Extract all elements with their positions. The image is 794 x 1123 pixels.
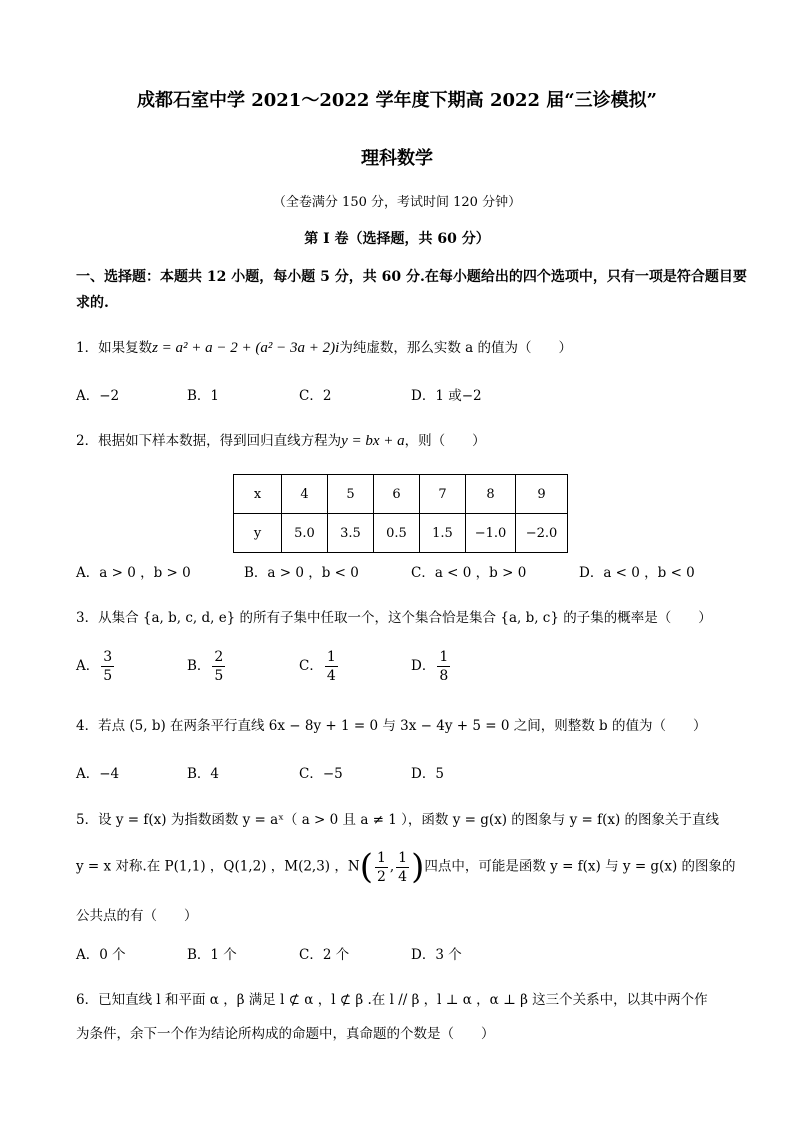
fraction-denominator: 5 — [214, 668, 224, 684]
q4-option-a[interactable]: A．−4 — [76, 766, 120, 782]
table-cell: 8 — [466, 475, 516, 514]
question-5-line1: 5．设 y = f(x) 为指数函数 y = aˣ（ a > 0 且 a ≠ 1 ），函数 y = g(x) 的图象与 y = f(x) 的图象关于直线 — [76, 812, 720, 828]
fraction-numerator: 3 — [103, 649, 113, 665]
q2-expression: y = bx + a — [341, 433, 405, 449]
question-5-line2: y = x 对称.在 P(1,1) ，Q(1,2) ，M(2,3) ，N( $\frac{1}{2}$ , $\frac{1}{4}$ )四点中，可能是函数 y = f(x) 与 y = g(x) 的图象的 — [76, 847, 736, 887]
q2-option-d[interactable]: D．a < 0 ，b < 0 — [579, 565, 695, 581]
table-header-y: y — [234, 514, 282, 553]
fraction-denominator: 8 — [439, 668, 449, 684]
q3-option-d[interactable] — [411, 650, 452, 683]
q3-option-a[interactable] — [76, 650, 116, 683]
q5-option-b[interactable]: B．1 个 — [187, 947, 237, 963]
q1-option-b[interactable]: B．1 — [187, 388, 220, 404]
q4-option-c[interactable]: C．−5 — [299, 766, 343, 782]
fraction-denominator: 4 — [398, 868, 408, 885]
q5-option-d[interactable]: D．3 个 — [411, 947, 462, 963]
fraction-denominator: 4 — [326, 668, 336, 684]
exam-title: 成都石室中学 2021～2022 学年度下期高 2022 届“三诊模拟” — [136, 90, 658, 111]
question-1 — [76, 336, 572, 357]
table-cell: −2.0 — [516, 514, 568, 553]
question-5-line3: 公共点的有（ ） — [76, 908, 198, 924]
question-3: 3．从集合 {a, b, c, d, e} 的所有子集中任取一个，这个集合恰是集合 {a, b, c} 的子集的概率是（ ） — [76, 610, 712, 626]
option-label: C． — [299, 658, 323, 674]
table-row-y — [234, 514, 568, 553]
q1-option-c[interactable]: C．2 — [299, 388, 332, 404]
question-2 — [76, 429, 486, 450]
q2-prefix: 2．根据如下样本数据，得到回归直线方程为 — [76, 433, 342, 449]
q4-option-b[interactable]: B．4 — [187, 766, 220, 782]
paren-open: ( — [359, 847, 373, 887]
table-cell: 6 — [374, 475, 420, 514]
option-label: A． — [76, 658, 100, 674]
question-4: 4．若点 (5, b) 在两条平行直线 6x − 8y + 1 = 0 与 3x − 4y + 5 = 0 之间，则整数 b 的值为（ ） — [76, 718, 707, 734]
q5-continuation: 四点中，可能是函数 y = f(x) 与 y = g(x) 的图象的 — [424, 858, 736, 875]
table-cell: 1.5 — [420, 514, 466, 553]
q2-option-b[interactable]: B．a > 0 ，b < 0 — [244, 565, 359, 581]
table-cell: 0.5 — [374, 514, 420, 553]
fraction-numerator: 1 — [398, 849, 408, 866]
table-cell: 5 — [328, 475, 374, 514]
q1-expression: z = a² + a − 2 + (a² − 3a + 2)i — [152, 340, 340, 356]
fraction-denominator: 5 — [103, 668, 113, 684]
q3-option-b[interactable] — [187, 650, 227, 683]
table-cell: 3.5 — [328, 514, 374, 553]
table-header-x: x — [234, 475, 282, 514]
fraction-numerator: 1 — [439, 649, 449, 665]
table-cell: −1.0 — [466, 514, 516, 553]
q1-prefix: 1．如果复数 — [76, 340, 153, 356]
section-instruction-line1: 一、选择题：本题共 12 小题，每小题 5 分，共 60 分.在每小题给出的四个选项中，只有一项是符合题目要 — [76, 269, 747, 285]
option-label: B． — [187, 658, 211, 674]
q2-option-c[interactable]: C．a < 0 ，b > 0 — [411, 565, 527, 581]
q2-suffix: ，则（ ） — [404, 433, 486, 449]
q1-option-d[interactable]: D．1 或−2 — [411, 388, 482, 404]
fraction-numerator: 1 — [326, 649, 336, 665]
table-cell: 5.0 — [282, 514, 328, 553]
q5-points-text: y = x 对称.在 P(1,1) ，Q(1,2) ，M(2,3) ，N — [76, 858, 360, 875]
table-cell: 7 — [420, 475, 466, 514]
sample-data-table — [233, 474, 568, 553]
question-6-line1: 6．已知直线 l 和平面 α ，β 满足 l ⊄ α ，l ⊄ β .在 l // β ，l ⊥ α ，α ⊥ β 这三个关系中，以其中两个作 — [76, 992, 708, 1008]
table-row-x — [234, 475, 568, 514]
q5-option-c[interactable]: C．2 个 — [299, 947, 350, 963]
section-instruction-line2: 求的. — [76, 295, 109, 311]
question-6-line2: 为条件，余下一个作为结论所构成的命题中，真命题的个数是（ ） — [76, 1026, 495, 1042]
q3-option-c[interactable] — [299, 650, 340, 683]
exam-info: （全卷满分 150 分，考试时间 120 分钟） — [272, 195, 522, 210]
table-cell: 9 — [516, 475, 568, 514]
volume-heading: 第 I 卷（选择题，共 60 分） — [304, 231, 490, 247]
option-label: D． — [411, 658, 436, 674]
q1-suffix: 为纯虚数，那么实数 a 的值为（ ） — [339, 340, 572, 356]
q1-option-a[interactable]: A．−2 — [76, 388, 120, 404]
fraction-numerator: 1 — [376, 849, 386, 866]
q5-option-a[interactable]: A．0 个 — [76, 947, 126, 963]
q4-option-d[interactable]: D．5 — [411, 766, 444, 782]
q2-option-a[interactable]: A．a > 0 ，b > 0 — [76, 565, 191, 581]
paren-close: ) — [411, 847, 425, 887]
fraction-numerator: 2 — [214, 649, 224, 665]
table-cell: 4 — [282, 475, 328, 514]
subject-title: 理科数学 — [361, 148, 433, 169]
fraction-denominator: 2 — [376, 868, 386, 885]
